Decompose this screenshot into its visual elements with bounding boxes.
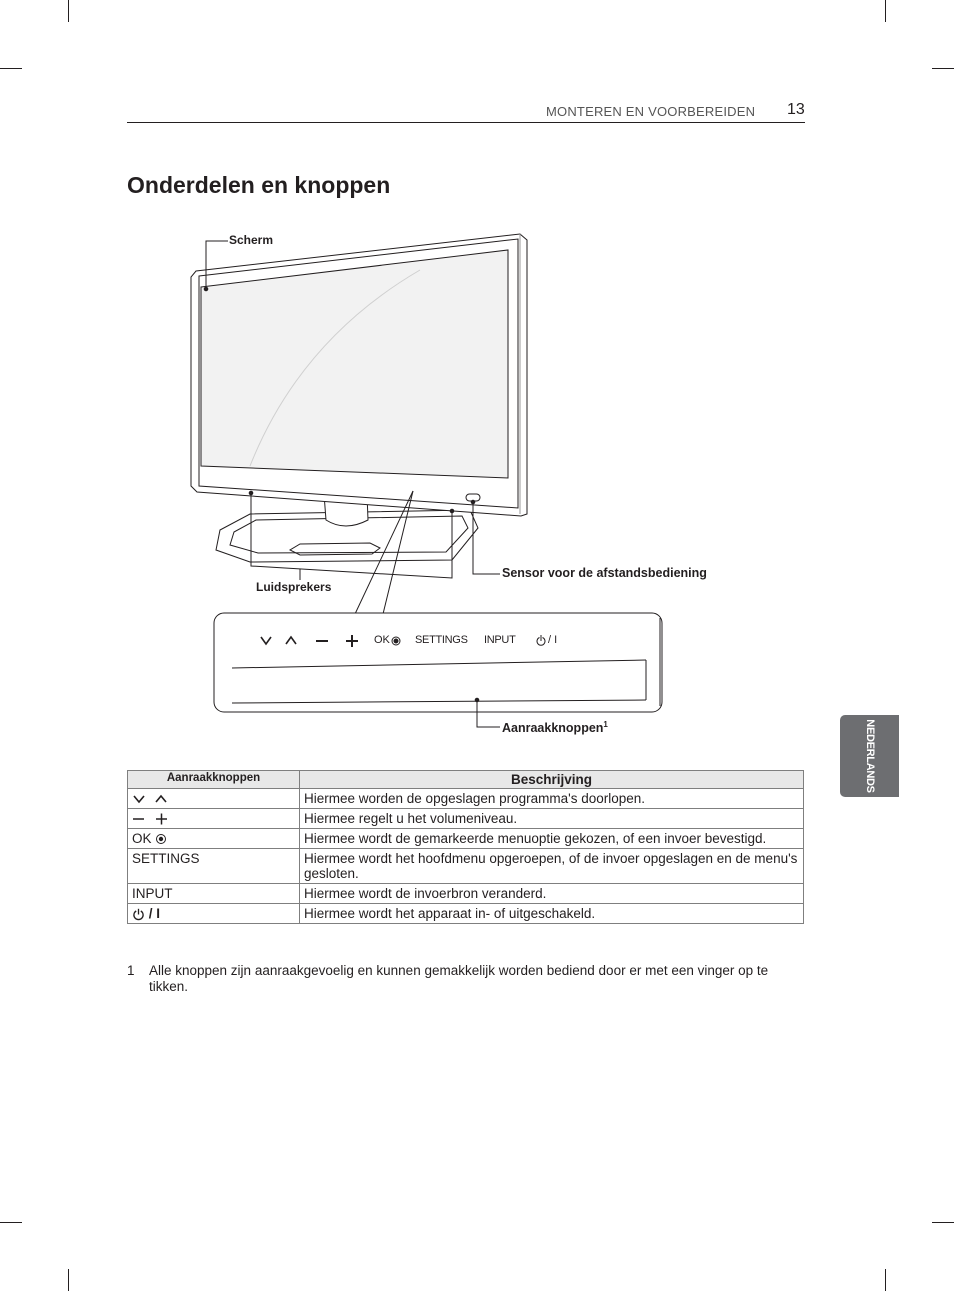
touch-buttons-label — [502, 720, 608, 735]
panel-power-label: / I — [548, 634, 558, 646]
section-header: MONTEREN EN VOORBEREIDEN — [546, 104, 756, 119]
column-header: Beschrijving — [300, 771, 804, 789]
button-cell — [128, 789, 300, 809]
panel-ok-label: OK — [374, 634, 390, 646]
table-row — [128, 829, 804, 849]
table-row — [128, 884, 804, 904]
button-cell — [128, 884, 300, 904]
panel-settings-label: SETTINGS — [415, 634, 468, 646]
button-key: INPUT — [132, 886, 173, 901]
language-tab-label: NEDERLANDS — [863, 719, 876, 793]
description-cell: Hiermee wordt het apparaat in- of uitgeschakeld. — [300, 904, 804, 924]
button-key: SETTINGS — [132, 851, 200, 866]
touch-buttons-label-text: Aanraakknoppen — [502, 721, 604, 736]
footnote-text: Alle knoppen zijn aanraakgevoelig en kunnen gemakkelijk worden bediend door er met een vinger op te tikken. — [149, 963, 769, 994]
table-row — [128, 789, 804, 809]
button-key: / I — [148, 906, 161, 921]
power-icon — [132, 908, 145, 921]
footnote-mark: 1 — [603, 720, 608, 729]
chevron-down-up-icon — [132, 793, 170, 805]
button-cell — [128, 829, 300, 849]
button-cell — [128, 809, 300, 829]
table-header-row — [128, 771, 804, 789]
button-panel-detail — [214, 613, 662, 712]
screen-label: Scherm — [229, 233, 274, 247]
description-cell: Hiermee wordt het hoofdmenu opgeroepen, of de invoer opgeslagen en de menu's gesloten. — [300, 849, 804, 884]
description-cell: Hiermee worden de opgeslagen programma's doorlopen. — [300, 789, 804, 809]
speakers-label: Luidsprekers — [256, 580, 332, 594]
table-row — [128, 849, 804, 884]
remote-sensor-label: Sensor voor de afstandsbediening — [502, 566, 707, 580]
page-number: 13 — [787, 101, 805, 118]
table-row — [128, 809, 804, 829]
crop-mark — [885, 1269, 886, 1291]
description-cell: Hiermee wordt de gemarkeerde menuoptie gekozen, of een invoer bevestigd. — [300, 829, 804, 849]
crop-mark — [0, 1222, 22, 1223]
crop-mark — [68, 1269, 69, 1291]
table-row — [128, 904, 804, 924]
panel-input-label: INPUT — [484, 634, 516, 646]
tv-monitor — [191, 234, 527, 516]
description-cell: Hiermee wordt de invoerbron veranderd. — [300, 884, 804, 904]
crop-mark — [932, 1222, 954, 1223]
button-cell — [128, 904, 300, 924]
ok-target-icon — [155, 833, 167, 845]
buttons-table — [127, 770, 804, 924]
column-header: Aanraakknoppen — [128, 771, 300, 789]
page-title: Onderdelen en knoppen — [127, 172, 391, 198]
description-cell: Hiermee regelt u het volumeniveau. — [300, 809, 804, 829]
footnote-number: 1 — [127, 963, 135, 978]
minus-plus-icon — [132, 813, 170, 825]
button-key: OK — [132, 831, 152, 846]
button-cell — [128, 849, 300, 884]
